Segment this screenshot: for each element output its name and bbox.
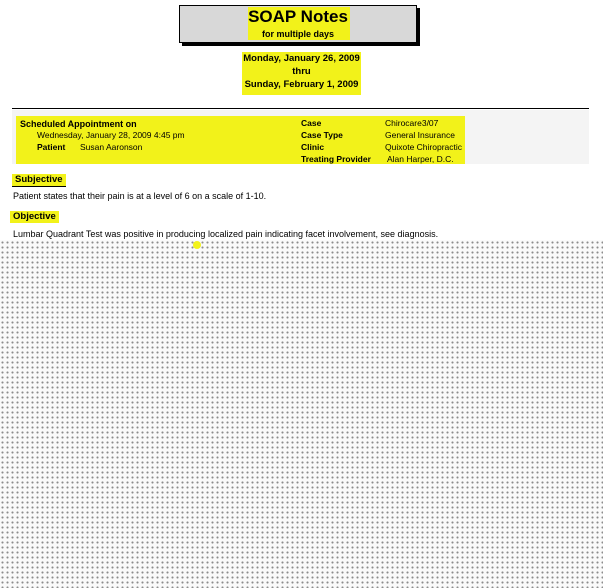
appointment-datetime: Wednesday, January 28, 2009 4:45 pm bbox=[37, 130, 185, 140]
treating-provider-value: Alan Harper, D.C. bbox=[387, 154, 454, 164]
report-title-box bbox=[179, 5, 417, 43]
date-range bbox=[242, 52, 361, 95]
dotted-overlay bbox=[0, 240, 603, 588]
date-range-start: Monday, January 26, 2009 bbox=[243, 53, 360, 64]
cursor-icon bbox=[193, 241, 201, 249]
clinic-label: Clinic bbox=[301, 142, 325, 152]
section-divider bbox=[12, 108, 589, 109]
patient-label: Patient bbox=[37, 142, 66, 152]
report-subtitle: for multiple days bbox=[261, 29, 334, 39]
case-type-label: Case Type bbox=[301, 130, 343, 140]
case-label: Case bbox=[301, 118, 322, 128]
clinic-value: Quixote Chiropractic bbox=[385, 142, 463, 152]
objective-line-1: Lumbar Quadrant Test was positive in producing localized pain indicating facet involvement, see diagnosis. bbox=[13, 229, 439, 239]
appointment-heading: Scheduled Appointment on bbox=[20, 119, 137, 129]
patient-value: Susan Aaronson bbox=[80, 142, 143, 152]
subjective-heading: Subjective bbox=[12, 174, 66, 187]
treating-provider-label: Treating Provider bbox=[301, 154, 371, 164]
date-range-end: Sunday, February 1, 2009 bbox=[244, 79, 359, 90]
date-range-separator: thru bbox=[292, 66, 311, 77]
case-value: Chirocare3/07 bbox=[385, 118, 439, 128]
objective-heading: Objective bbox=[10, 211, 59, 223]
report-title: SOAP Notes bbox=[248, 7, 348, 26]
case-type-value: General Insurance bbox=[385, 130, 455, 140]
subjective-text: Patient states that their pain is at a level of 6 on a scale of 1-10. bbox=[13, 191, 267, 201]
